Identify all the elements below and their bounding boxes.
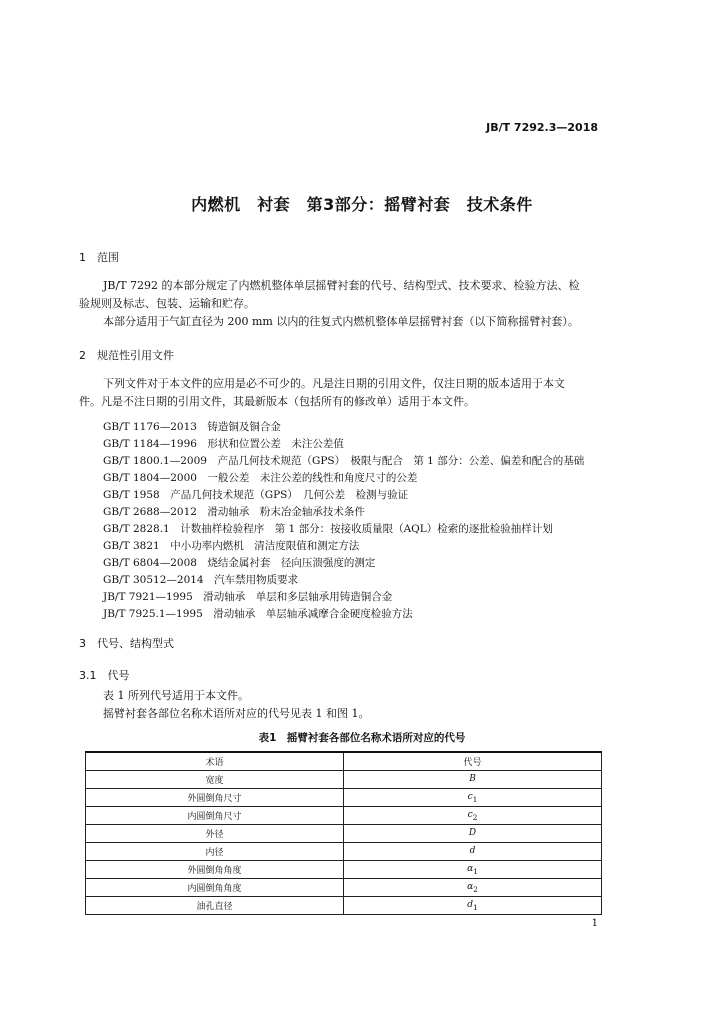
symbol-text: α <box>467 863 474 874</box>
symbol-subscript: 1 <box>472 794 478 804</box>
symbol-text: c <box>467 809 473 820</box>
standard-code: JB/T 7292.3—2018 <box>486 121 598 134</box>
header-symbol: 代号 <box>344 752 602 771</box>
symbol-text: c <box>467 791 473 802</box>
symbol-cell <box>344 861 602 879</box>
table-row <box>86 807 602 825</box>
symbol-cell <box>344 879 602 897</box>
reference-item: GB/T 3821 中小功率内燃机 清洁度限值和测定方法 <box>103 540 360 552</box>
section-2-heading: 2 规范性引用文件 <box>79 349 174 362</box>
table-row <box>86 771 602 789</box>
table-header-row <box>86 752 602 771</box>
symbol-cell <box>344 771 602 789</box>
symbol-text: B <box>469 773 476 784</box>
reference-item: JB/T 7921—1995 滑动轴承 单层和多层轴承用铸造铜合金 <box>103 591 393 603</box>
term-cell: 宽度 <box>86 771 344 789</box>
page-number: 1 <box>591 918 598 929</box>
section-3-1-heading: 3.1 代号 <box>79 669 130 682</box>
symbol-cell <box>344 825 602 843</box>
reference-item: GB/T 1184—1996 形状和位置公差 未注公差值 <box>103 438 344 450</box>
symbol-subscript: 1 <box>473 866 478 876</box>
normative-references-list <box>103 419 584 623</box>
references-intro-line2: 件。凡是不注日期的引用文件，其最新版本（包括所有的修改单）适用于本文件。 <box>79 395 475 408</box>
symbol-cell <box>344 807 602 825</box>
term-cell: 内径 <box>86 843 344 861</box>
symbol-text: d <box>469 845 476 856</box>
scope-paragraph-line2: 验规则及标志、包装、运输和贮存。 <box>79 297 255 310</box>
reference-item: GB/T 1800.1—2009 产品几何技术规范（GPS） 极限与配合 第 1 部分：公差、偏差和配合的基础 <box>103 455 585 467</box>
scope-applicability: 本部分适用于气缸直径为 200 mm 以内的往复式内燃机整体单层摇臂衬套（以下简称摇臂衬套）。 <box>103 315 579 328</box>
symbols-intro-line2: 摇臂衬套各部位名称术语所对应的代号见表 1 和图 1。 <box>103 707 370 720</box>
section-1-heading: 1 范围 <box>79 251 119 264</box>
reference-item: GB/T 1176—2013 铸造铜及铜合金 <box>103 421 281 433</box>
scope-paragraph-line1: JB/T 7292 的本部分规定了内燃机整体单层摇臂衬套的代号、结构型式、技术要求、检验方法、检 <box>103 279 580 292</box>
reference-item: GB/T 6804—2008 烧结金属衬套 径向压溃强度的测定 <box>103 557 376 569</box>
symbol-subscript: 2 <box>473 884 478 894</box>
symbol-subscript: 2 <box>472 812 478 822</box>
table-1-caption: 表1 摇臂衬套各部位名称术语所对应的代号 <box>258 732 466 744</box>
section-3-heading: 3 代号、结构型式 <box>79 637 174 650</box>
reference-item: JB/T 7925.1—1995 滑动轴承 单层轴承减摩合金硬度检验方法 <box>103 608 413 620</box>
table-row <box>86 879 602 897</box>
symbols-table <box>85 751 602 915</box>
table-row <box>86 825 602 843</box>
term-cell: 内圆倒角角度 <box>86 879 344 897</box>
reference-item: GB/T 1804—2000 一般公差 未注公差的线性和角度尺寸的公差 <box>103 472 418 484</box>
symbol-text: d <box>467 899 473 910</box>
table-row <box>86 789 602 807</box>
symbol-cell <box>344 897 602 915</box>
term-cell: 外圆倒角角度 <box>86 861 344 879</box>
term-cell: 内圆倒角尺寸 <box>86 807 344 825</box>
reference-item: GB/T 2828.1 计数抽样检验程序 第 1 部分：按接收质量限（AQL）检索的逐批检验抽样计划 <box>103 523 553 535</box>
symbols-intro-line1: 表 1 所列代号适用于本文件。 <box>103 689 249 702</box>
references-intro-line1: 下列文件对于本文件的应用是必不可少的。凡是注日期的引用文件，仅注日期的版本适用于本文 <box>103 377 565 390</box>
symbol-subscript: 1 <box>472 902 478 912</box>
term-cell: 外径 <box>86 825 344 843</box>
reference-item: GB/T 30512—2014 汽车禁用物质要求 <box>103 574 299 586</box>
document-title: 内燃机 衬套 第3部分：摇臂衬套 技术条件 <box>191 195 533 214</box>
table-row <box>86 843 602 861</box>
symbol-text: D <box>468 827 477 838</box>
term-cell: 油孔直径 <box>86 897 344 915</box>
symbol-text: α <box>467 881 474 892</box>
symbol-cell <box>344 843 602 861</box>
reference-item: GB/T 1958 产品几何技术规范（GPS） 几何公差 检测与验证 <box>103 489 409 501</box>
symbol-cell <box>344 789 602 807</box>
term-cell: 外圆倒角尺寸 <box>86 789 344 807</box>
reference-item: GB/T 2688—2012 滑动轴承 粉末冶金轴承技术条件 <box>103 506 365 518</box>
table-row <box>86 897 602 915</box>
table-row <box>86 861 602 879</box>
header-term: 术语 <box>86 752 344 771</box>
